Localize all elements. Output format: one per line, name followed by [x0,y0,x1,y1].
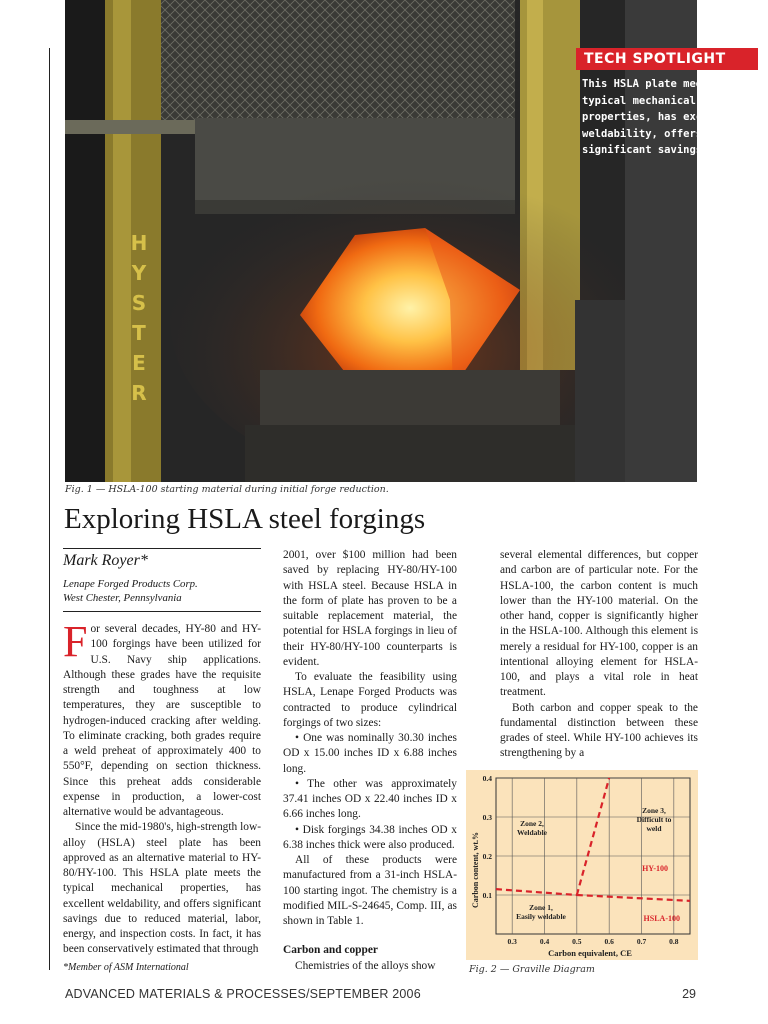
graville-diagram [466,770,698,960]
zone-boundary-line-3 [577,895,690,901]
y-tick-label: 0.3 [482,813,492,822]
paragraph-ingot: All of these products were manufactured from a 31-inch HSLA-100 starting ingot. The chemistry is a modified MIL-S-24645, Comp. III, as shown in Table 1. [283,854,457,927]
affiliation-divider [63,611,261,612]
affiliation-location: West Chester, Pennsylvania [63,592,182,604]
article-title: Exploring HSLA steel forgings [64,503,426,535]
bullet-disk-forgings: • Disk forgings 34.38 inches OD x 6.38 inches thick were also produced. [283,823,457,851]
paragraph-chemistries: Chemistries of the alloys show [295,959,436,972]
paragraph-intro: or several decades, HY-80 and HY-100 forgings have been utilized for U.S. Navy ship applications. Although these grades have the requisite strength and toughness at low temperatures, they are susceptible to hydrogen-induced cracking after welding. To eliminate cracking, both grades require a weld preheat of approximately 400 to 550°F, depending on section thickness. Since this preheat adds considerable expense in production, a lower-cost alternative would be advantageous. [63,623,261,818]
y-tick-label: 0.2 [482,852,492,861]
zone-1-label: Zone 1, Easily weldable [516,903,566,921]
footnote: *Member of ASM International [63,961,189,973]
drop-cap: F [63,617,88,666]
x-tick-label: 0.5 [572,937,582,946]
press-lettering: H Y S T E R [130,231,148,405]
bullet-forging-2: • The other was approximately 37.41 inches OD x 22.40 inches ID x 6.66 inches long. [283,777,457,821]
zone-boundary-line-1 [496,889,577,895]
x-tick-label: 0.4 [539,937,550,946]
column-1 [63,548,261,975]
tech-spotlight-box [576,48,758,159]
footer-publication: ADVANCED MATERIALS & PROCESSES/SEPTEMBER 2006 [65,987,421,1001]
paragraph-history: Since the mid-1980's, high-strength low-alloy (HSLA) steel plate has been approved as an alternative material to HY-80/HY-100. This HSLA plate meets the typical mechanical properties, has excellent weldability, and offers significant savings due to reduced material, labor, energy, and inspection costs. In fact, it has been conservatively estimated that through [63,821,261,956]
affiliation-company: Lenape Forged Products Corp. [63,578,198,590]
graville-diagram-svg [466,770,698,960]
paragraph-elements: several elemental differences, but copper and carbon are of particular note. For the HSLA-100, the carbon content is much lower than the HY-100 material. On the other hand, copper is significantly higher in the HSLA-100. Although this element is merely a residual for HY-100, copper is an intentional alloying element for HSLA-100, and plays a vital role in heat treatment. [500,549,698,699]
x-tick-label: 0.7 [636,937,647,946]
zone-boundary-line-2 [577,778,609,895]
paragraph-feasibility: To evaluate the feasibility using HSLA, Lenape Forged Products was contracted to produce cylindrical forgings of two sizes: [283,671,457,729]
x-tick-label: 0.3 [507,937,517,946]
zone-3-label: Zone 3, Difficult to weld [636,806,672,833]
x-axis-label: Carbon equivalent, CE [548,948,632,958]
y-axis-label: Carbon content, wt.% [471,832,480,908]
tech-spotlight-title: TECH SPOTLIGHT [576,48,758,70]
zone-2-label: Zone 2, Weldable [516,819,548,837]
fig1-caption: Fig. 1 — HSLA-100 starting material during initial forge reduction. [65,484,389,495]
column-3 [500,548,698,762]
tech-spotlight-text: This HSLA plate meets the typical mechanical properties, has excellent weldability, offers significant savings. [582,78,741,156]
x-tick-label: 0.8 [669,937,679,946]
paragraph-savings: 2001, over $100 million had been saved by replacing HY-80/HY-100 with HSLA steel. Because HSLA in the form of plate has proven to be a suitable replacement material, the potential for HSLA forgings in lieu of their HY-80/HY-100 counterparts is evident. [283,549,457,668]
column-2 [283,548,457,974]
y-tick-label: 0.1 [482,891,492,900]
author-name: Mark Royer* [63,548,261,577]
fig2-caption: Fig. 2 — Graville Diagram [469,964,595,975]
annotation-hsla100: HSLA-100 [643,914,680,923]
paragraph-distinction: Both carbon and copper speak to the fundamental distinction between these grades of steel. While HY-100 achieves its strengthening by a [500,701,698,760]
page-number: 29 [682,987,696,1001]
y-tick-label: 0.4 [482,774,492,783]
subheading-carbon-copper: Carbon and copper [283,944,378,957]
x-tick-label: 0.6 [604,937,614,946]
bullet-forging-1: • One was nominally 30.30 inches OD x 15.00 inches ID x 6.88 inches long. [283,732,457,775]
annotation-hy100: HY-100 [642,864,668,873]
margin-rule [49,48,50,970]
